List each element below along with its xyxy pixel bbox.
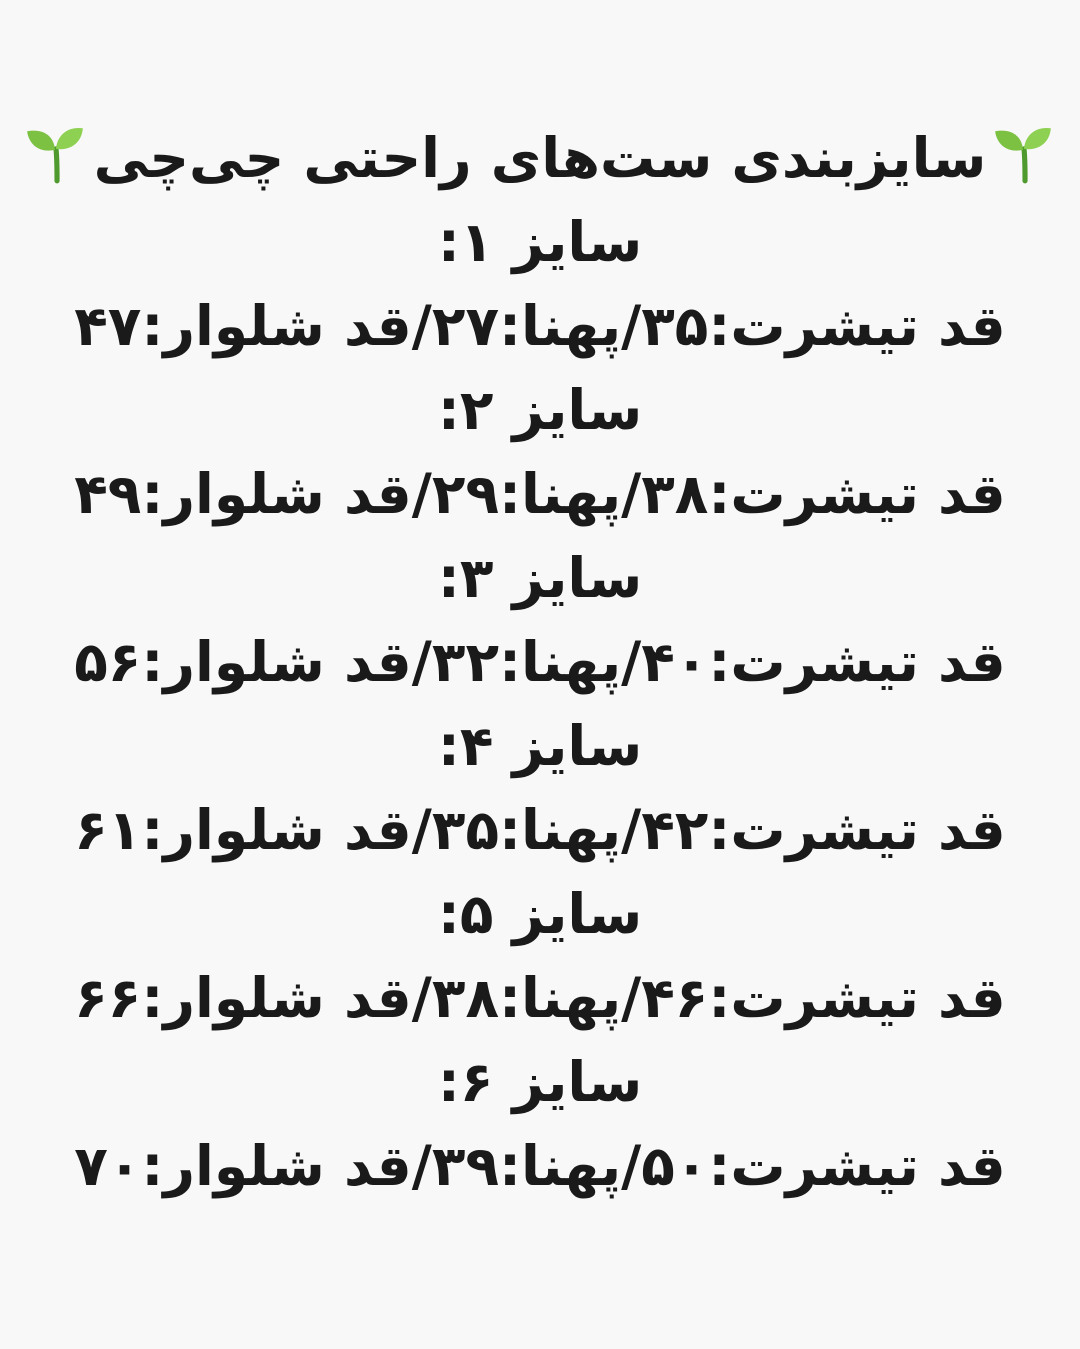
size-4-label: سایز ۴: <box>437 714 643 778</box>
size-3-measurements: قد تیشرت:۴۰/پهنا:۳۲/قد شلوار:۵۶ <box>74 630 1006 694</box>
size-1-label: سایز ۱: <box>437 210 643 274</box>
seedling-icon <box>990 119 1058 187</box>
size-6-label: سایز ۶: <box>437 1050 643 1114</box>
size-4-measurements: قد تیشرت:۴۲/پهنا:۳۵/قد شلوار:۶۱ <box>74 798 1006 862</box>
seedling-right-leaf <box>1024 128 1051 149</box>
size-3-label: سایز ۳: <box>437 546 643 610</box>
size-5-measurements: قد تیشرت:۴۶/پهنا:۳۸/قد شلوار:۶۶ <box>74 966 1006 1030</box>
size-6-measurements: قد تیشرت:۵۰/پهنا:۳۹/قد شلوار:۷۰ <box>74 1134 1006 1198</box>
size-2-label: سایز ۲: <box>437 378 643 442</box>
seedling-icon <box>22 119 90 187</box>
seedling-stem <box>56 149 57 181</box>
seedling-left-leaf <box>27 131 55 151</box>
page-title-text: سایزبندی ست‌های راحتی چی‌چی <box>93 126 987 190</box>
seedling-right-leaf <box>56 128 83 149</box>
seedling-stem <box>1024 149 1025 181</box>
seedling-left-leaf <box>995 131 1023 151</box>
size-5-label: سایز ۵: <box>437 882 643 946</box>
size-1-measurements: قد تیشرت:۳۵/پهنا:۲۷/قد شلوار:۴۷ <box>74 294 1006 358</box>
page-title <box>20 116 1061 200</box>
size-2-measurements: قد تیشرت:۳۸/پهنا:۲۹/قد شلوار:۴۹ <box>74 462 1006 526</box>
